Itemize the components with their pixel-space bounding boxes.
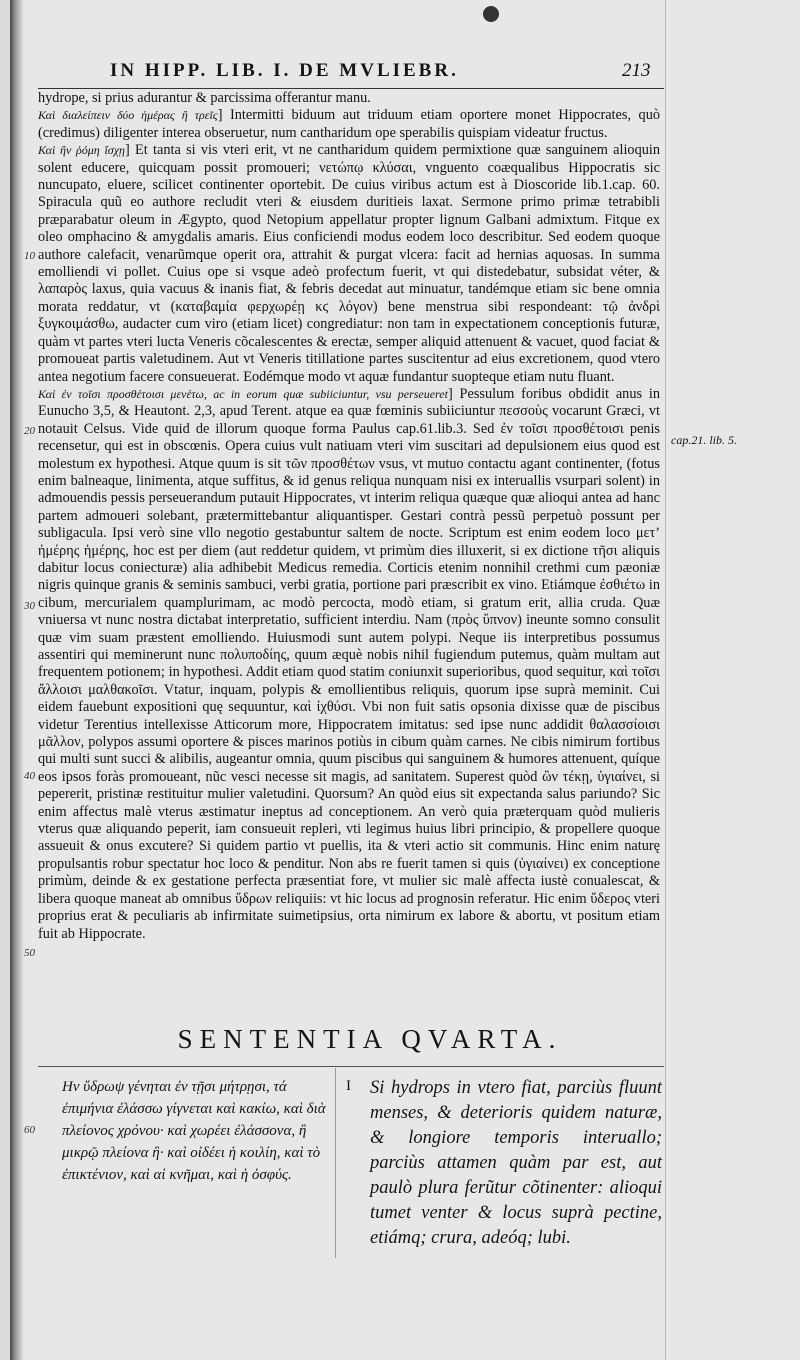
page-number: 213 (622, 60, 651, 81)
paragraph (38, 142, 660, 386)
paragraph (38, 386, 660, 943)
column-divider (335, 1068, 336, 1258)
line-marker: 10 (24, 250, 35, 262)
paragraph (38, 90, 660, 107)
line-marker: 50 (24, 947, 35, 959)
line-marker: 30 (24, 600, 35, 612)
margin-rule (665, 0, 666, 1360)
lemma: Καὶ διαλείπειν δύο ἡμέρας ἢ τρεῖς (38, 108, 218, 123)
paragraph (38, 107, 660, 142)
book-page (10, 0, 800, 1360)
line-marker: 40 (24, 770, 35, 782)
latin-aphorism: Si hydrops in vtero fiat, parciùs fluunt menses, & deterioris quidem naturæ, & longiore temporis interuallo; parciùs attamen quàm par est, aut paulò plura ferũtur cõtinenter: alioqui tumet venter & locus suprà pectine, etiámq; crura, adeóq; lubi. (370, 1078, 662, 1248)
section-title: SENTENTIA QVARTA. (177, 1024, 563, 1054)
section-rule (38, 1066, 664, 1067)
header-rule (38, 88, 664, 89)
line-marker: 60 (24, 1124, 35, 1136)
paragraph-text: ] Et tanta si vis vteri erit, vt ne cantharidum quidem permixtione quæ sanguinem alioquin solent educere, quicquam possit promoueri; νετώπῳ κλύσαι, vnguento coæqualibus Hippocratis sic nuncupato, eluere, scilicet continenter oportebit. De cuius viribus actum est à Dioscoride lib.1.cap. 60. Spiracula quũ eo authore recludit vteri & eiusdem duritieis laxat. Sermone primo primæ tetrabibli præparabatur oleum in Ægypto, quod Netopium appellatur propter lignum Galbani admixtum. Fitque ex oleo omphacino & amygdalis amaris. Eius conficiendi modus eodem loco describitur. Sed eodem quoque authore calefacit, venarũmque operit ora, attrahit & purgat vlcera: facit ad hernias aquosas. In summa emolliendi vi pollet. Cuius ope si vsque adeò profectum fuerit, vt qui distedebatur, subsidat véter, & λαπαρὸς laxus, quia vacuus & inanis fiat, & febris decedat aut minuatur, tandémque etiam sic bene omnia morata reddatur, vt (καταβαμία φερχωρέῃ κϛ λόγον) bene menstrua sibi respondeant: τῷ ἀνδρὶ ξυγκοιμάσθω, audacter cum viro (etiam licet) congrediatur: non tam in expectationem conceptionis futuræ, quàm vt partes vteri lucta Veneris cõcalescentes & erectæ, semper aliquid attenuent & vacuet, quod faciat & promoueat partis valetudinem. Aut vt Veneris titillatione partes suscitentur ad eius excretionem, quod vtero antea negotium facere consueuerat. Eodémque modo vt aquæ fundantur suopteque etiam nutu fluant. (38, 142, 660, 385)
margin-note: cap.21. lib. 5. (671, 433, 737, 447)
binding-gutter (10, 0, 24, 1360)
running-head (110, 60, 670, 82)
lemma: Καὶ ἢν ῥόμη ἴσχῃ (38, 143, 125, 158)
aphorism-number: I (346, 1078, 351, 1094)
line-marker: 20 (24, 425, 35, 437)
running-title: IN HIPP. LIB. I. DE MVLIEBR. (110, 60, 459, 81)
paragraph-text: ] Pessulum foribus obdidit anus in Eunucho 3,5, & Heautont. 2,3, apud Terent. atque ea quæ fœminis subiiciuntur πεσσοὺς vocarunt Græci, vt notauit Celsus. Vide quid de illorum quoque forma Paulus cap.61.lib.3. Sed ἐν τοῖσι προσθέτοισι penis recensetur, qui est in obscœnis. Opera cuius vult natiuam vteri vim suscitari ad depulsionem eius quod est molestum ex hypothesi. Atque quum is sit τῶν προσθέτων vsus, vt mutuo contactu agant continenter, (fotus enim balneaque, linimenta, atque suffitus, & id genus reliqua nunquam nisi ex interuallis vsurpari solent) in admouendis pessis perseuerandum putauit Hippocrates, vt interim reliqua quæque quæ alioqui antea ad hanc partem admoueri solebant, prætermittebantur aliquantisper. Gestari contrà pessũ perpetuò possunt per subligacula. Ipsi verò sine vllo negotio gestabuntur saltem de nocte. Scriptum est enim eodem loco μετ’ ἡμέρης ἡμέρης, hoc est per diem (aut reddetur quidem, vt primùm dies illuxerit, si ex dictione τῆσι aliquis dabitur locus coniecturæ) alia adhibebit Medicus remedia. Corticis etenim nonnihil crethmi cum pæoniæ nigris quinque granis & seminis sambuci, verbi gratia, portione pari præscribit ex vino. Etiámque ἐσθιέτω in cibum, mercurialem quamplurimam, ac modò percocta, modò etiam, si gratum erit, allia cruda. Quæ vniuersa vt nunc nostra dictabat interpretatio, sufficient interdiu. Nam (πρὸς ὕπνον) ineunte somno consulit quæ vim suam præstent emolliendo. Huiusmodi sunt autem polypi. Neque iis interpretibus possumus assentiri qui meminerunt nunc πολυποδίης, quum æquè nobis nihil fugiendum putemus, quàm multam aut frequentem potionem; in hypothesi. Addit etiam quod statim coniunxit superioribus, quod sequitur, καὶ τοῖσι ἄλλοισι μαλθακοῖσι. Vtatur, inquam, polypis & emollientibus reliquis, quorum ipse suprà meminit. Cui eidem fauebunt expositioni quę sequuntur, καὶ ἰχθύσι. Vbi non fuit satis opsonia dixisse quæ de piscibus videtur Terentius intellexisse Atticorum more, Hippocratem imitatus: sed ipse nunc addidit θαλασσίοισι μᾶλλον, polypos assumi oportere & pisces marinos potiùs in cibum quàm carnes. Ne cibis nimirum fortibus qui multi sunt succi & alibilis, augeantur omnia, quum piscibus qui sanguinem & humores attenuent, quíque eos ipsos foràs promoueant, nũc vesci necesse sit magis, ad sanitatem. Superest quòd ὢν τέκῃ, ὑγιαίνει, si pepererit, pristinæ restituitur mulier valetudini. Quorsum? An quòd eius sit expectanda salus pariundo? Sic enim affectus malè vterus æstimatur ineptus ad conceptionem. An verò quia præterquam quòd mulieris vterus quæ aliquando peperit, iam consueuit repleri, vti legimus huius libri principio, & propellere quoque assueuit & onus excutere? Si quidem partio vt puellis, ita & vteri actio sit communis. Hinc enim naturę propulsantis robur spectatur hoc loco & penditur. Non abs re fuerit tamen si quis (ὑγιαίνει) ex conceptione primùm, deinde & ex gestatione perfecta præsentiat fore, vt mulier sic malè affecta iustè conualescat, & libera quoque maneat ab omnibus ὕδρων reliquiis: vt hic locus ad prognosin referatur. Hic enim ὕδερος vteri proprius erat & peculiaris ab infirmitate suimetipsius, orta nimirum ex labore & abortu, vt positum etiam fuit ab Hippocrate. (38, 385, 660, 942)
commentary-text (38, 90, 660, 995)
greek-aphorism: Ην ὕδρωψ γένηται ἐν τῇσι μήτρῃσι, τά ἐπιμήνια ἐλάσσω γίγνεται καὶ κακίω, καὶ διὰ πλείονος χρόνου· καὶ χωρέει ἐλάσσονα, ἢ μικρῷ πλείονα ἢ· καὶ οἰδέει ἡ κοιλίη, καὶ τὸ ἐπικτένιον, καὶ αἱ κνῆμαι, καὶ ἡ ὀσφύς. (62, 1079, 326, 1183)
paragraph-text: hydrope, si prius adurantur & parcissima offerantur manu. (38, 90, 371, 106)
lemma: Καὶ ἐν τοῖσι προσθέτοισι μενέτω, ac in eorum quæ subiiciuntur, vsu perseueret (38, 386, 448, 401)
paragraph-text: ] Intermitti biduum aut triduum etiam oportere monet Hippocrates, quò (credimus) diligenter interea obseruetur, num cantharidum ope sperabilis quispiam videatur fructus. (38, 107, 660, 141)
ink-blot (483, 6, 499, 22)
